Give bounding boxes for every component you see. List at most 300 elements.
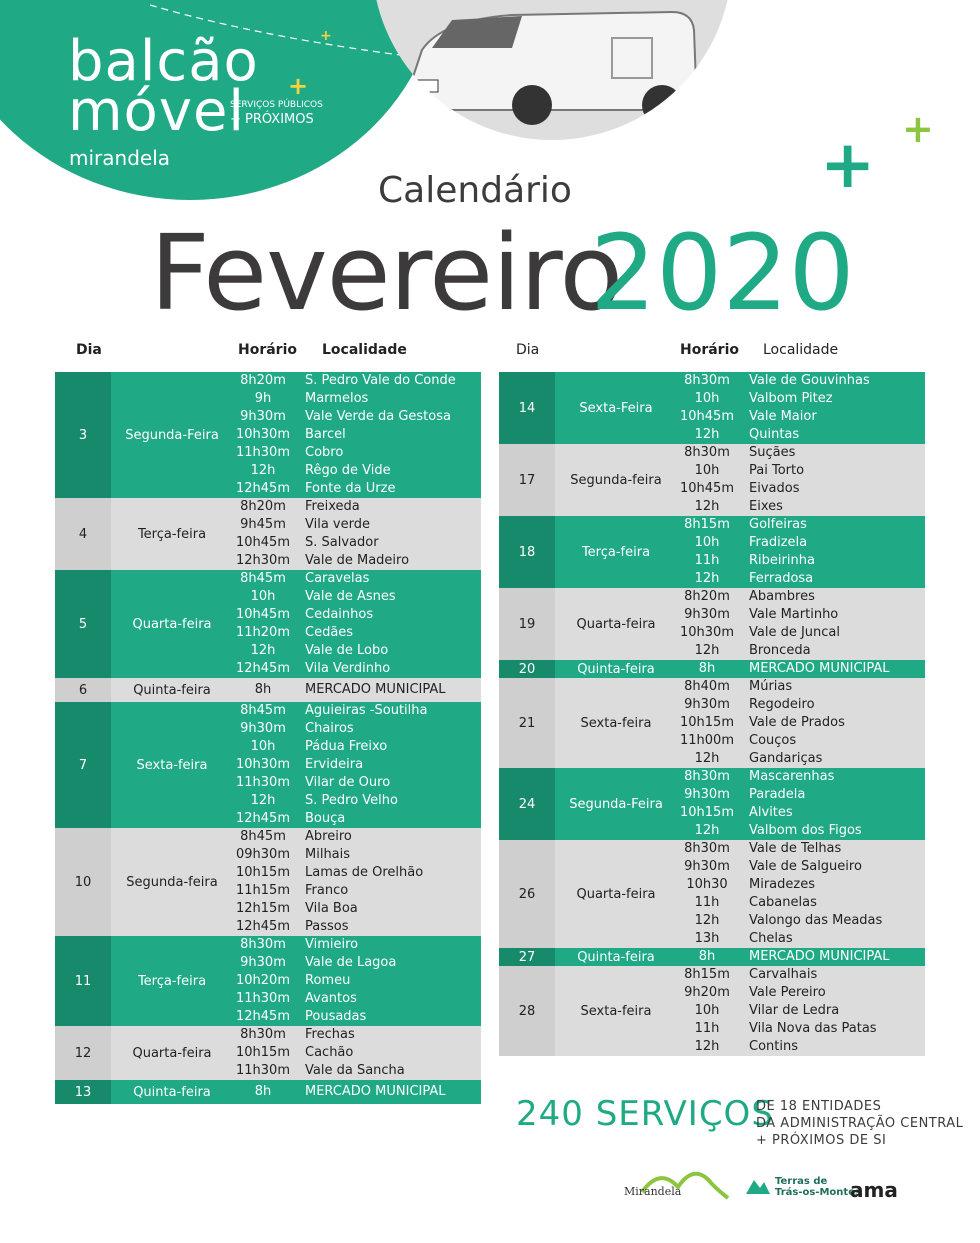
location-cell: Vilar de Ouro: [305, 775, 391, 790]
time-cell: 11h30m: [236, 445, 290, 460]
location-cell: Couços: [749, 733, 797, 748]
table-row: [233, 498, 481, 516]
time-cell: 8h30m: [684, 445, 730, 460]
day-group: [499, 840, 925, 948]
time-cell: 10h45m: [680, 481, 734, 496]
time-cell: 8h: [254, 682, 272, 697]
table-row: [677, 480, 925, 498]
table-row: [233, 720, 481, 738]
table-row: [233, 678, 481, 702]
location-cell: Vale Pereiro: [749, 985, 826, 1000]
table-row: [677, 714, 925, 732]
day-group: [499, 966, 925, 1056]
day-group: [55, 1026, 481, 1080]
time-cell: 12h: [694, 643, 720, 658]
day-group: [55, 372, 481, 498]
plus-icon: +: [320, 28, 332, 44]
table-row: [233, 1044, 481, 1062]
table-row: [233, 936, 481, 954]
location-cell: Vale Verde da Gestosa: [305, 409, 451, 424]
schedule-table-left: [55, 372, 481, 1104]
table-row: [677, 804, 925, 822]
time-cell: 8h40m: [684, 679, 730, 694]
location-cell: S. Pedro Velho: [305, 793, 398, 808]
day-number: 21: [499, 678, 555, 768]
day-number: 26: [499, 840, 555, 948]
table-row: [233, 1080, 481, 1104]
table-row: [677, 876, 925, 894]
brand-line-1: balcão: [68, 29, 259, 94]
location-cell: Aguieiras -Soutilha: [305, 703, 428, 718]
time-cell: 13h: [694, 931, 720, 946]
location-cell: Vale de Lagoa: [305, 955, 397, 970]
location-cell: Carvalhais: [749, 967, 818, 982]
table-row: [233, 882, 481, 900]
day-group: [499, 948, 925, 966]
table-row: [677, 984, 925, 1002]
brand-line-2: móvel: [68, 79, 245, 144]
location-cell: MERCADO MUNICIPAL: [305, 1084, 446, 1099]
table-row: [677, 966, 925, 984]
day-number: 20: [499, 660, 555, 678]
table-row: [233, 1026, 481, 1044]
location-cell: Passos: [305, 919, 349, 934]
day-number: 5: [55, 570, 111, 678]
ama-logo: ama: [850, 1178, 898, 1202]
location-cell: Avantos: [305, 991, 357, 1006]
weekday: Quarta-feira: [132, 1045, 212, 1061]
location-cell: Vale de Asnes: [305, 589, 396, 604]
location-cell: Vale de Salgueiro: [749, 859, 862, 874]
table-row: [677, 462, 925, 480]
location-cell: Abreiro: [305, 829, 352, 844]
footer-line-3: + PRÓXIMOS DE SI: [756, 1133, 887, 1148]
time-cell: 9h30m: [240, 955, 286, 970]
time-cell: 8h45m: [240, 703, 286, 718]
location-cell: Bouça: [305, 811, 346, 826]
time-cell: 8h30m: [684, 769, 730, 784]
time-cell: 10h45m: [680, 409, 734, 424]
location-cell: Lamas de Orelhão: [305, 865, 424, 880]
table-row: [677, 732, 925, 750]
time-cell: 9h45m: [240, 517, 286, 532]
weekday: Sexta-feira: [580, 1003, 652, 1019]
day-number: 17: [499, 444, 555, 516]
time-cell: 10h15m: [680, 805, 734, 820]
location-cell: Milhais: [305, 847, 351, 862]
location-cell: Franco: [305, 883, 349, 898]
services-count: 240 SERVIÇOS: [516, 1094, 774, 1134]
location-cell: S. Salvador: [305, 535, 379, 550]
location-cell: Vale de Madeiro: [305, 553, 410, 568]
time-cell: 8h30m: [684, 841, 730, 856]
table-row: [677, 768, 925, 786]
location-cell: Regodeiro: [749, 697, 815, 712]
location-cell: Alvites: [749, 805, 793, 820]
time-cell: 8h45m: [240, 829, 286, 844]
time-cell: 10h30m: [236, 757, 290, 772]
location-cell: Vilar de Ledra: [749, 1003, 840, 1018]
time-cell: 8h: [698, 949, 716, 964]
location-cell: Valbom dos Figos: [749, 823, 862, 838]
location-cell: Cachão: [305, 1045, 354, 1060]
location-cell: Ervideira: [305, 757, 364, 772]
day-group: [499, 588, 925, 660]
table-row: [233, 1008, 481, 1026]
time-cell: 12h45m: [236, 1009, 290, 1024]
table-row: [233, 756, 481, 774]
day-number: 19: [499, 588, 555, 660]
table-row: [677, 1038, 925, 1056]
time-cell: 10h20m: [236, 973, 290, 988]
table-row: [677, 840, 925, 858]
table-row: [677, 588, 925, 606]
plus-icon: +: [820, 126, 876, 203]
table-row: [677, 948, 925, 966]
header-horario: Horário: [238, 342, 298, 358]
day-number: 28: [499, 966, 555, 1056]
day-number: 18: [499, 516, 555, 588]
location-cell: Cedães: [305, 625, 354, 640]
day-number: 11: [55, 936, 111, 1026]
table-row: [677, 516, 925, 534]
location-cell: Vale de Lobo: [305, 643, 389, 658]
location-cell: Chelas: [749, 931, 793, 946]
time-cell: 8h15m: [684, 517, 730, 532]
location-cell: Contins: [749, 1039, 798, 1054]
time-cell: 11h15m: [236, 883, 290, 898]
location-cell: Vila Nova das Patas: [749, 1021, 877, 1036]
table-row: [233, 846, 481, 864]
plus-icon: +: [288, 72, 309, 100]
time-cell: 9h20m: [684, 985, 730, 1000]
location-cell: Suçães: [749, 445, 796, 460]
table-row: [233, 954, 481, 972]
time-cell: 9h30m: [684, 697, 730, 712]
day-group: [55, 570, 481, 678]
location-cell: Quintas: [749, 427, 800, 442]
day-number: 14: [499, 372, 555, 444]
footer-line-2: DA ADMINISTRAÇÃO CENTRAL: [756, 1116, 964, 1131]
time-cell: 8h20m: [684, 589, 730, 604]
location-cell: Vila Boa: [305, 901, 358, 916]
table-row: [677, 444, 925, 462]
time-cell: 12h: [694, 499, 720, 514]
location-cell: Cobro: [305, 445, 344, 460]
location-cell: Eivados: [749, 481, 800, 496]
cim-logo-text-2: Trás-os-Montes: [775, 1187, 861, 1198]
day-number: 4: [55, 498, 111, 570]
weekday: Segunda-feira: [570, 472, 662, 488]
time-cell: 8h30m: [684, 373, 730, 388]
brand-tagline-2: + PRÓXIMOS: [230, 112, 314, 127]
table-row: [677, 912, 925, 930]
time-cell: 11h: [694, 895, 720, 910]
location-cell: Barcel: [305, 427, 346, 442]
table-row: [233, 408, 481, 426]
day-group: [55, 828, 481, 936]
weekday: Segunda-Feira: [125, 427, 219, 443]
day-group: [499, 768, 925, 840]
location-cell: Ferradosa: [749, 571, 814, 586]
table-row: [233, 534, 481, 552]
time-cell: 12h30m: [236, 553, 290, 568]
day-number: 7: [55, 702, 111, 828]
day-group: [55, 1080, 481, 1104]
time-cell: 10h45m: [236, 535, 290, 550]
time-cell: 10h15m: [236, 1045, 290, 1060]
table-row: [233, 972, 481, 990]
time-cell: 10h: [694, 535, 720, 550]
weekday: Sexta-Feira: [579, 400, 653, 416]
time-cell: 10h30: [686, 877, 728, 892]
table-row: [233, 516, 481, 534]
table-row: [233, 606, 481, 624]
van-photo: [372, 0, 732, 140]
location-cell: Eixes: [749, 499, 783, 514]
table-row: [233, 642, 481, 660]
schedule-table-right: [499, 372, 925, 1056]
table-row: [233, 864, 481, 882]
day-number: 6: [55, 678, 111, 702]
table-row: [233, 774, 481, 792]
table-row: [677, 660, 925, 678]
location-cell: Vale Martinho: [749, 607, 839, 622]
location-cell: Vale de Prados: [749, 715, 845, 730]
table-row: [233, 738, 481, 756]
location-cell: Vimieiro: [305, 937, 359, 952]
table-row: [677, 894, 925, 912]
time-cell: 8h30m: [240, 937, 286, 952]
brand-tagline: SERVIÇOS PÚBLICOS: [230, 100, 323, 110]
day-group: [55, 702, 481, 828]
table-row: [677, 642, 925, 660]
table-row: [677, 1002, 925, 1020]
day-number: 13: [55, 1080, 111, 1104]
location-cell: Miradezes: [749, 877, 815, 892]
day-number: 27: [499, 948, 555, 966]
time-cell: 8h20m: [240, 373, 286, 388]
header-localidade: Localidade: [322, 342, 407, 358]
location-cell: Pai Torto: [749, 463, 805, 478]
time-cell: 11h20m: [236, 625, 290, 640]
weekday: Terça-feira: [581, 544, 651, 560]
table-row: [233, 426, 481, 444]
table-row: [677, 552, 925, 570]
table-row: [233, 702, 481, 720]
time-cell: 10h30m: [680, 625, 734, 640]
weekday: Quinta-feira: [577, 661, 655, 677]
table-row: [233, 828, 481, 846]
time-cell: 12h45m: [236, 811, 290, 826]
weekday: Quinta-feira: [577, 949, 655, 965]
footer-line-1: DE 18 ENTIDADES: [756, 1099, 882, 1114]
time-cell: 12h45m: [236, 661, 290, 676]
time-cell: 12h45m: [236, 481, 290, 496]
location-cell: Vila Verdinho: [305, 661, 391, 676]
location-cell: Fradizela: [749, 535, 808, 550]
location-cell: MERCADO MUNICIPAL: [749, 661, 890, 676]
location-cell: Rêgo de Vide: [305, 463, 391, 478]
time-cell: 12h: [694, 823, 720, 838]
location-cell: Freixeda: [305, 499, 360, 514]
time-cell: 10h: [250, 589, 276, 604]
time-cell: 12h: [250, 463, 276, 478]
table-row: [677, 534, 925, 552]
location-cell: Cabanelas: [749, 895, 817, 910]
location-cell: Ribeirinha: [749, 553, 815, 568]
time-cell: 10h: [250, 739, 276, 754]
weekday: Quinta-feira: [133, 682, 211, 698]
weekday: Terça-feira: [137, 973, 207, 989]
weekday: Sexta-feira: [580, 715, 652, 731]
location-cell: Gandariças: [749, 751, 823, 766]
mirandela-logo-text: Mirandela: [624, 1185, 682, 1198]
weekday: Quarta-feira: [576, 886, 656, 902]
table-row: [233, 624, 481, 642]
table-row: [233, 660, 481, 678]
location-cell: Vila verde: [305, 517, 370, 532]
time-cell: 11h: [694, 1021, 720, 1036]
location-cell: Vale da Sancha: [305, 1063, 405, 1078]
weekday: Quarta-feira: [576, 616, 656, 632]
table-row: [233, 390, 481, 408]
table-row: [677, 408, 925, 426]
table-row: [233, 570, 481, 588]
time-cell: 12h: [694, 913, 720, 928]
table-row: [677, 750, 925, 768]
location-cell: Valongo das Meadas: [749, 913, 883, 928]
time-cell: 8h: [698, 661, 716, 676]
header-dia: Dia: [516, 342, 540, 358]
table-row: [233, 372, 481, 390]
weekday: Quarta-feira: [132, 616, 212, 632]
location-cell: Valbom Pitez: [749, 391, 833, 406]
time-cell: 10h: [694, 1003, 720, 1018]
location-cell: Pádua Freixo: [305, 739, 388, 754]
time-cell: 11h00m: [680, 733, 734, 748]
location-cell: Golfeiras: [749, 517, 807, 532]
location-cell: Romeu: [305, 973, 351, 988]
table-row: [677, 786, 925, 804]
time-cell: 8h45m: [240, 571, 286, 586]
day-group: [499, 444, 925, 516]
table-row: [233, 462, 481, 480]
day-group: [499, 516, 925, 588]
table-row: [233, 918, 481, 936]
table-row: [677, 624, 925, 642]
location-cell: Vale Maior: [749, 409, 817, 424]
plus-icon: +: [902, 107, 934, 151]
time-cell: 8h30m: [240, 1027, 286, 1042]
cim-logo-text-1: Terras de: [775, 1176, 828, 1187]
weekday: Segunda-feira: [126, 874, 218, 890]
table-row: [233, 990, 481, 1008]
time-cell: 12h15m: [236, 901, 290, 916]
time-cell: 11h30m: [236, 1063, 290, 1078]
location-cell: Abambres: [749, 589, 815, 604]
location-cell: Paradela: [749, 787, 806, 802]
time-cell: 11h30m: [236, 991, 290, 1006]
table-row: [233, 810, 481, 828]
location-cell: Fonte da Urze: [305, 481, 396, 496]
time-cell: 10h30m: [236, 427, 290, 442]
time-cell: 8h: [254, 1084, 272, 1099]
time-cell: 9h30m: [684, 787, 730, 802]
time-cell: 10h45m: [236, 607, 290, 622]
time-cell: 9h30m: [240, 409, 286, 424]
day-number: 3: [55, 372, 111, 498]
day-number: 24: [499, 768, 555, 840]
location-cell: Bronceda: [749, 643, 811, 658]
table-row: [677, 696, 925, 714]
location-cell: Frechas: [305, 1027, 355, 1042]
table-row: [233, 480, 481, 498]
location-cell: MERCADO MUNICIPAL: [749, 949, 890, 964]
time-cell: 12h: [694, 571, 720, 586]
brand-city: mirandela: [69, 146, 171, 170]
day-group: [55, 678, 481, 702]
table-row: [677, 570, 925, 588]
table-row: [677, 372, 925, 390]
table-row: [233, 792, 481, 810]
time-cell: 12h45m: [236, 919, 290, 934]
day-group: [499, 372, 925, 444]
table-row: [677, 606, 925, 624]
cim-logo-icon: [744, 1174, 772, 1198]
time-cell: 12h: [250, 643, 276, 658]
time-cell: 11h: [694, 553, 720, 568]
location-cell: Chairos: [305, 721, 354, 736]
day-group: [499, 678, 925, 768]
time-cell: 9h: [254, 391, 272, 406]
location-cell: Pousadas: [305, 1009, 367, 1024]
table-row: [677, 858, 925, 876]
table-row: [233, 1062, 481, 1080]
time-cell: 12h: [250, 793, 276, 808]
day-group: [499, 660, 925, 678]
table-row: [677, 822, 925, 840]
time-cell: 12h: [694, 427, 720, 442]
table-row: [677, 390, 925, 408]
time-cell: 9h30m: [240, 721, 286, 736]
weekday: Segunda-Feira: [569, 796, 663, 812]
table-row: [677, 498, 925, 516]
location-cell: Caravelas: [305, 571, 370, 586]
header-localidade: Localidade: [763, 342, 839, 358]
table-row: [233, 900, 481, 918]
time-cell: 09h30m: [236, 847, 290, 862]
location-cell: Múrias: [749, 679, 793, 694]
time-cell: 8h15m: [684, 967, 730, 982]
weekday: Terça-feira: [137, 526, 207, 542]
location-cell: Vale de Telhas: [749, 841, 842, 856]
time-cell: 10h15m: [236, 865, 290, 880]
location-cell: Marmelos: [305, 391, 369, 406]
table-row: [677, 426, 925, 444]
day-group: [55, 498, 481, 570]
weekday: Quinta-feira: [133, 1084, 211, 1100]
location-cell: Cedainhos: [305, 607, 374, 622]
day-number: 10: [55, 828, 111, 936]
location-cell: Mascarenhas: [749, 769, 835, 784]
time-cell: 11h30m: [236, 775, 290, 790]
location-cell: MERCADO MUNICIPAL: [305, 682, 446, 697]
time-cell: 9h30m: [684, 859, 730, 874]
table-row: [233, 588, 481, 606]
month-title: Fevereiro: [150, 212, 623, 334]
time-cell: 9h30m: [684, 607, 730, 622]
